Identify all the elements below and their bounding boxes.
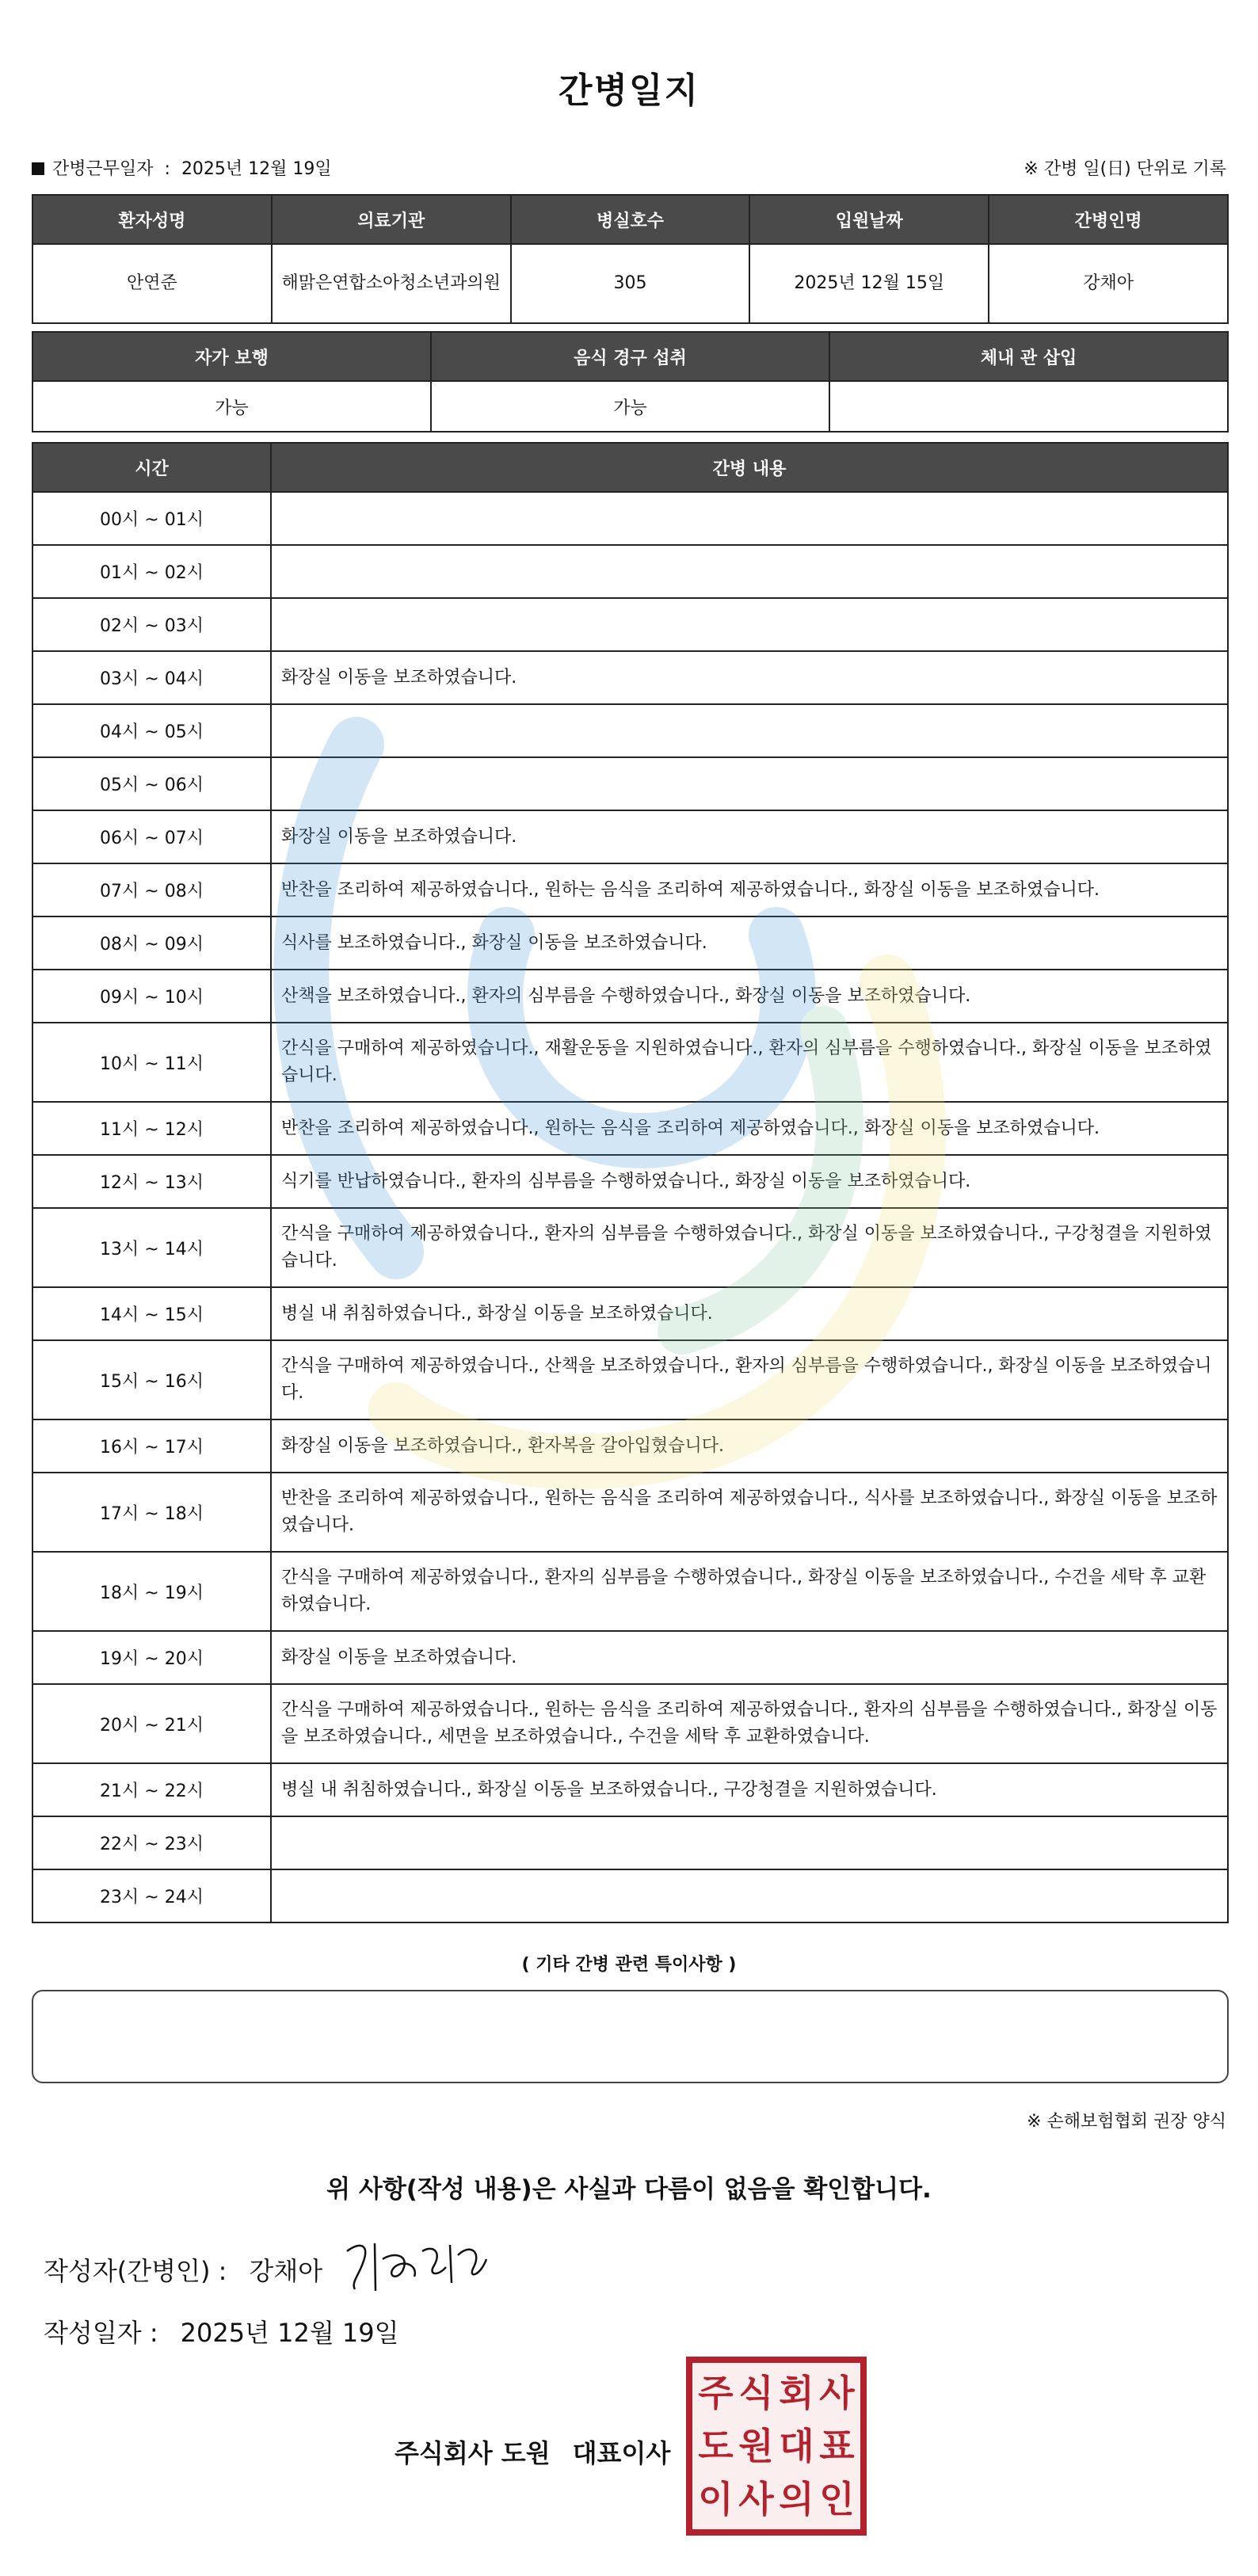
company-title: 대표이사 xyxy=(572,2438,671,2468)
writer-label: 작성자(간병인) : xyxy=(44,2256,227,2286)
time-slot: 15시 ~ 16시 xyxy=(32,1340,271,1419)
table-row xyxy=(32,1340,1228,1419)
special-notes-box xyxy=(32,1990,1229,2083)
time-slot: 11시 ~ 12시 xyxy=(32,1102,271,1155)
admission-date-value: 2025년 12월 15일 xyxy=(749,244,989,323)
time-slot: 18시 ~ 19시 xyxy=(32,1552,271,1631)
care-content: 식사를 보조하였습니다., 화장실 이동을 보조하였습니다. xyxy=(271,916,1228,970)
time-slot: 04시 ~ 05시 xyxy=(32,704,271,757)
seal-character: 식 xyxy=(738,2371,774,2414)
care-content: 화장실 이동을 보조하였습니다. xyxy=(271,651,1228,704)
time-slot: 22시 ~ 23시 xyxy=(32,1816,271,1869)
table-row xyxy=(32,1869,1228,1922)
care-content: 간식을 구매하여 제공하였습니다., 재활운동을 지원하였습니다., 환자의 심부름을 수행하였습니다., 화장실 이동을 보조하였습니다. xyxy=(271,1023,1228,1102)
time-slot: 01시 ~ 02시 xyxy=(32,545,271,598)
care-log-table xyxy=(32,442,1229,1923)
writer-name: 강채아 xyxy=(249,2256,323,2286)
seal-character: 도 xyxy=(698,2424,734,2467)
care-content: 화장실 이동을 보조하였습니다. xyxy=(271,810,1228,863)
seal-character: 인 xyxy=(819,2478,855,2521)
hospital-value: 해맑은연합소아청소년과의원 xyxy=(272,244,511,323)
time-slot: 23시 ~ 24시 xyxy=(32,1869,271,1922)
special-notes-title: ( 기타 간병 관련 특이사항 ) xyxy=(521,1955,737,1975)
room-number-value: 305 xyxy=(511,244,750,323)
seal-character: 표 xyxy=(819,2424,855,2467)
care-content: 산책을 보조하였습니다., 환자의 심부름을 수행하였습니다., 화장실 이동을 보조하였습니다. xyxy=(271,970,1228,1023)
square-bullet-icon xyxy=(32,162,44,175)
table-row xyxy=(32,863,1228,916)
care-content: 간식을 구매하여 제공하였습니다., 환자의 심부름을 수행하였습니다., 화장실 이동을 보조하였습니다., 수건을 세탁 후 교환하였습니다. xyxy=(271,1552,1228,1631)
written-date-line xyxy=(44,2313,399,2349)
header-room-number: 병실호수 xyxy=(511,195,750,244)
care-content: 간식을 구매하여 제공하였습니다., 환자의 심부름을 수행하였습니다., 화장실 이동을 보조하였습니다., 구강청결을 지원하였습니다. xyxy=(271,1208,1228,1287)
time-slot: 02시 ~ 03시 xyxy=(32,598,271,651)
time-slot: 13시 ~ 14시 xyxy=(32,1208,271,1287)
record-note: ※ 간병 일(日) 단위로 기록 xyxy=(1024,159,1226,179)
page-title: 간병일지 xyxy=(558,70,700,111)
care-content: 병실 내 취침하였습니다., 화장실 이동을 보조하였습니다. xyxy=(271,1287,1228,1340)
table-row xyxy=(32,1023,1228,1102)
patient-info-table xyxy=(32,194,1229,324)
table-row xyxy=(32,704,1228,757)
table-row xyxy=(32,1102,1228,1155)
written-date-value: 2025년 12월 19일 xyxy=(180,2318,399,2348)
table-row xyxy=(32,545,1228,598)
caregiver-name-value: 강채아 xyxy=(989,244,1228,323)
care-content: 식기를 반납하였습니다., 환자의 심부름을 수행하였습니다., 화장실 이동을 보조하였습니다. xyxy=(271,1155,1228,1208)
company-seal-stamp xyxy=(686,2357,867,2536)
care-content xyxy=(271,1816,1228,1869)
header-patient-name: 환자성명 xyxy=(32,195,272,244)
header-admission-date: 입원날짜 xyxy=(749,195,989,244)
form-note: ※ 손해보험협회 권장 양식 xyxy=(1027,2112,1226,2132)
time-slot: 19시 ~ 20시 xyxy=(32,1631,271,1684)
care-content xyxy=(271,704,1228,757)
writer-line xyxy=(44,2251,322,2288)
care-content xyxy=(271,1869,1228,1922)
care-content: 간식을 구매하여 제공하였습니다., 산책을 보조하였습니다., 환자의 심부름을 수행하였습니다., 화장실 이동을 보조하였습니다. xyxy=(271,1340,1228,1419)
time-slot: 14시 ~ 15시 xyxy=(32,1287,271,1340)
care-log-rows xyxy=(32,492,1228,1922)
time-slot: 07시 ~ 08시 xyxy=(32,863,271,916)
care-content: 간식을 구매하여 제공하였습니다., 원하는 음식을 조리하여 제공하였습니다., 환자의 심부름을 수행하였습니다., 화장실 이동을 보조하였습니다., 세면을 보조하였습니다., 수건을 세탁 후 교환하였습니다. xyxy=(271,1684,1228,1763)
header-hospital: 의료기관 xyxy=(272,195,511,244)
care-content: 화장실 이동을 보조하였습니다., 환자복을 갈아입혔습니다. xyxy=(271,1419,1228,1473)
care-content: 반찬을 조리하여 제공하였습니다., 원하는 음식을 조리하여 제공하였습니다., 화장실 이동을 보조하였습니다. xyxy=(271,1102,1228,1155)
written-date-label: 작성일자 : xyxy=(44,2318,158,2348)
signature-icon xyxy=(339,2227,490,2299)
time-slot: 10시 ~ 11시 xyxy=(32,1023,271,1102)
oral-intake-value: 가능 xyxy=(431,381,829,432)
care-content xyxy=(271,545,1228,598)
table-row xyxy=(32,1287,1228,1340)
care-content: 병실 내 취침하였습니다., 화장실 이동을 보조하였습니다., 구강청결을 지원하였습니다. xyxy=(271,1763,1228,1816)
time-slot: 05시 ~ 06시 xyxy=(32,757,271,810)
care-content: 화장실 이동을 보조하였습니다. xyxy=(271,1631,1228,1684)
time-slot: 06시 ~ 07시 xyxy=(32,810,271,863)
work-date-value: 2025년 12월 19일 xyxy=(181,159,332,179)
table-row xyxy=(32,1631,1228,1684)
table-row xyxy=(32,492,1228,545)
time-slot: 20시 ~ 21시 xyxy=(32,1684,271,1763)
table-row xyxy=(32,1552,1228,1631)
work-date-label: 간병근무일자 xyxy=(52,159,154,179)
time-slot: 00시 ~ 01시 xyxy=(32,492,271,545)
care-content xyxy=(271,492,1228,545)
work-date-separator: : xyxy=(164,159,170,179)
table-row xyxy=(32,810,1228,863)
time-slot: 09시 ~ 10시 xyxy=(32,970,271,1023)
seal-character: 원 xyxy=(738,2424,774,2467)
self-walking-value: 가능 xyxy=(32,381,431,432)
time-slot: 16시 ~ 17시 xyxy=(32,1419,271,1473)
table-row xyxy=(32,757,1228,810)
seal-character: 회 xyxy=(779,2371,814,2414)
patient-status-table xyxy=(32,331,1229,433)
seal-character: 대 xyxy=(779,2424,814,2467)
tube-insertion-value xyxy=(829,381,1228,432)
table-row xyxy=(32,1763,1228,1816)
table-row xyxy=(32,1208,1228,1287)
time-slot: 12시 ~ 13시 xyxy=(32,1155,271,1208)
seal-character: 이 xyxy=(698,2478,734,2521)
care-content: 반찬을 조리하여 제공하였습니다., 원하는 음식을 조리하여 제공하였습니다., 화장실 이동을 보조하였습니다. xyxy=(271,863,1228,916)
table-row xyxy=(32,970,1228,1023)
header-care-content: 간병 내용 xyxy=(271,443,1228,492)
header-self-walking: 자가 보행 xyxy=(32,332,431,381)
table-row xyxy=(32,916,1228,970)
table-row xyxy=(32,1473,1228,1552)
header-oral-intake: 음식 경구 섭취 xyxy=(431,332,829,381)
header-caregiver-name: 간병인명 xyxy=(989,195,1228,244)
time-slot: 17시 ~ 18시 xyxy=(32,1473,271,1552)
company-signature-line xyxy=(395,2433,670,2470)
confirm-statement: 위 사항(작성 내용)은 사실과 다름이 없음을 확인합니다. xyxy=(326,2175,932,2204)
table-row xyxy=(32,1419,1228,1473)
time-slot: 03시 ~ 04시 xyxy=(32,651,271,704)
patient-name-value: 안연준 xyxy=(32,244,272,323)
seal-character: 사 xyxy=(819,2371,855,2414)
table-row xyxy=(32,1155,1228,1208)
care-content xyxy=(271,598,1228,651)
table-row xyxy=(32,651,1228,704)
care-content: 반찬을 조리하여 제공하였습니다., 원하는 음식을 조리하여 제공하였습니다., 식사를 보조하였습니다., 화장실 이동을 보조하였습니다. xyxy=(271,1473,1228,1552)
time-slot: 21시 ~ 22시 xyxy=(32,1763,271,1816)
time-slot: 08시 ~ 09시 xyxy=(32,916,271,970)
table-row xyxy=(32,1816,1228,1869)
seal-character: 의 xyxy=(779,2478,814,2521)
seal-character: 주 xyxy=(698,2371,734,2414)
table-row xyxy=(32,1684,1228,1763)
work-date-line xyxy=(32,155,332,180)
company-name: 주식회사 도원 xyxy=(395,2438,551,2468)
seal-character: 사 xyxy=(738,2478,774,2521)
table-row xyxy=(32,598,1228,651)
care-content xyxy=(271,757,1228,810)
header-time: 시간 xyxy=(32,443,271,492)
header-tube-insertion: 체내 관 삽입 xyxy=(829,332,1228,381)
